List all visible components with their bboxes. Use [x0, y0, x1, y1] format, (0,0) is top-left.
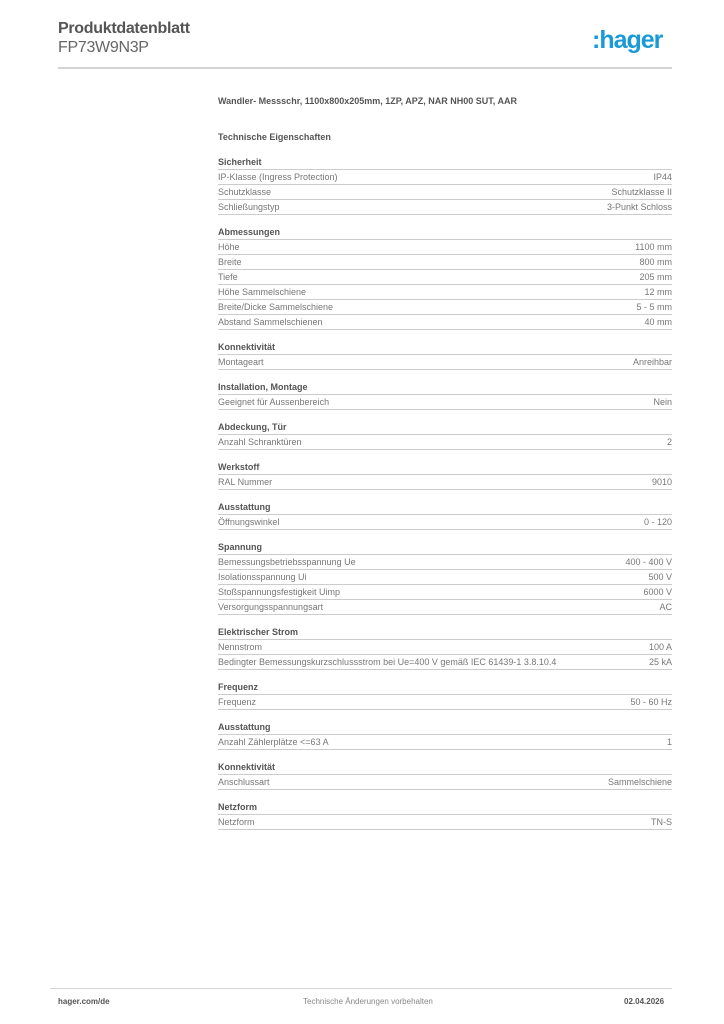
spec-label: Anzahl Schranktüren	[218, 437, 302, 447]
technical-properties-heading: Technische Eigenschaften	[218, 132, 331, 142]
spec-section	[218, 720, 672, 750]
footer-divider	[50, 988, 672, 989]
spec-value: 800 mm	[639, 257, 672, 267]
spec-label: Netzform	[218, 817, 255, 827]
section-title: Sicherheit	[218, 155, 672, 170]
spec-label: Versorgungsspannungsart	[218, 602, 324, 612]
spec-value: 5 - 5 mm	[636, 302, 672, 312]
spec-section	[218, 500, 672, 530]
spec-section	[218, 340, 672, 370]
section-title: Installation, Montage	[218, 380, 672, 395]
section-title: Ausstattung	[218, 500, 672, 515]
spec-value: 3-Punkt Schloss	[606, 202, 672, 212]
spec-row	[218, 585, 672, 600]
spec-row	[218, 300, 672, 315]
spec-label: Höhe	[218, 242, 240, 252]
section-title: Netzform	[218, 800, 672, 815]
footer-notice: Technische Änderungen vorbehalten	[303, 997, 433, 1006]
spec-row	[218, 600, 672, 615]
header-divider	[58, 67, 672, 69]
spec-value: Sammelschiene	[607, 777, 672, 787]
spec-value: 50 - 60 Hz	[630, 697, 672, 707]
spec-section	[218, 680, 672, 710]
spec-row	[218, 285, 672, 300]
spec-section	[218, 460, 672, 490]
spec-label: Anschlussart	[218, 777, 270, 787]
spec-label: Bedingter Bemessungskurzschlussstrom bei Ue=400 V gemäß IEC 61439-1 3.8.10.4	[218, 657, 557, 667]
spec-label: Stoßspannungsfestigkeit Uimp	[218, 587, 341, 597]
spec-row	[218, 475, 672, 490]
spec-section	[218, 380, 672, 410]
datasheet-content	[218, 94, 672, 840]
spec-section	[218, 540, 672, 615]
spec-row	[218, 775, 672, 790]
spec-row	[218, 695, 672, 710]
spec-value: Nein	[653, 397, 672, 407]
spec-row	[218, 435, 672, 450]
spec-label: Abstand Sammelschienen	[218, 317, 323, 327]
spec-row	[218, 200, 672, 215]
spec-label: Schutzklasse	[218, 187, 272, 197]
spec-label: Bemessungsbetriebsspannung Ue	[218, 557, 356, 567]
spec-value: IP44	[653, 172, 672, 182]
spec-sections	[218, 155, 672, 830]
footer-website: hager.com/de	[58, 997, 110, 1006]
spec-value: Anreihbar	[632, 357, 672, 367]
spec-label: Anzahl Zählerplätze <=63 A	[218, 737, 329, 747]
spec-section	[218, 420, 672, 450]
spec-value: 0 - 120	[643, 517, 672, 527]
spec-value: 205 mm	[639, 272, 672, 282]
document-title: Produktdatenblatt	[58, 20, 190, 37]
spec-row	[218, 395, 672, 410]
section-title: Abmessungen	[218, 225, 672, 240]
spec-section	[218, 625, 672, 670]
spec-row	[218, 355, 672, 370]
spec-label: Geeignet für Aussenbereich	[218, 397, 330, 407]
spec-row	[218, 240, 672, 255]
product-description: Wandler- Messschr, 1100x800x205mm, 1ZP, APZ, NAR NH00 SUT, AAR	[218, 96, 517, 106]
spec-row	[218, 315, 672, 330]
spec-label: Isolationsspannung Ui	[218, 572, 307, 582]
spec-label: Montageart	[218, 357, 264, 367]
spec-label: Tiefe	[218, 272, 238, 282]
spec-value: 2	[666, 437, 672, 447]
spec-value: 40 mm	[644, 317, 672, 327]
spec-value: 100 A	[648, 642, 672, 652]
spec-value: 500 V	[648, 572, 672, 582]
spec-row	[218, 640, 672, 655]
spec-row	[218, 815, 672, 830]
spec-row	[218, 570, 672, 585]
spec-label: Öffnungswinkel	[218, 517, 280, 527]
spec-row	[218, 655, 672, 670]
spec-value: 6000 V	[643, 587, 672, 597]
spec-value: 9010	[651, 477, 672, 487]
spec-label: Frequenz	[218, 697, 257, 707]
spec-row	[218, 255, 672, 270]
spec-value: 1100 mm	[635, 242, 672, 252]
spec-value: 1	[666, 737, 672, 747]
section-title: Werkstoff	[218, 460, 672, 475]
section-title: Ausstattung	[218, 720, 672, 735]
spec-row	[218, 555, 672, 570]
spec-value: Schutzklasse II	[611, 187, 672, 197]
section-title: Konnektivität	[218, 760, 672, 775]
spec-value: 25 kA	[648, 657, 672, 667]
spec-label: Nennstrom	[218, 642, 263, 652]
spec-value: 400 - 400 V	[625, 557, 672, 567]
spec-label: Schließungstyp	[218, 202, 280, 212]
spec-section	[218, 760, 672, 790]
spec-value: TN-S	[651, 817, 672, 827]
spec-value: AC	[659, 602, 672, 612]
product-code: FP73W9N3P	[58, 39, 149, 56]
spec-row	[218, 270, 672, 285]
section-title: Frequenz	[218, 680, 672, 695]
spec-row	[218, 515, 672, 530]
spec-row	[218, 170, 672, 185]
section-title: Elektrischer Strom	[218, 625, 672, 640]
section-title: Spannung	[218, 540, 672, 555]
footer-date: 02.04.2026	[624, 997, 665, 1006]
section-title: Konnektivität	[218, 340, 672, 355]
section-title: Abdeckung, Tür	[218, 420, 672, 435]
spec-label: Höhe Sammelschiene	[218, 287, 307, 297]
hager-logo: :hager	[592, 26, 663, 54]
spec-label: RAL Nummer	[218, 477, 273, 487]
spec-section	[218, 225, 672, 330]
spec-row	[218, 735, 672, 750]
spec-label: Breite	[218, 257, 242, 267]
spec-value: 12 mm	[644, 287, 672, 297]
spec-row	[218, 185, 672, 200]
spec-label: Breite/Dicke Sammelschiene	[218, 302, 334, 312]
spec-section	[218, 155, 672, 215]
spec-label: IP-Klasse (Ingress Protection)	[218, 172, 338, 182]
spec-section	[218, 800, 672, 830]
